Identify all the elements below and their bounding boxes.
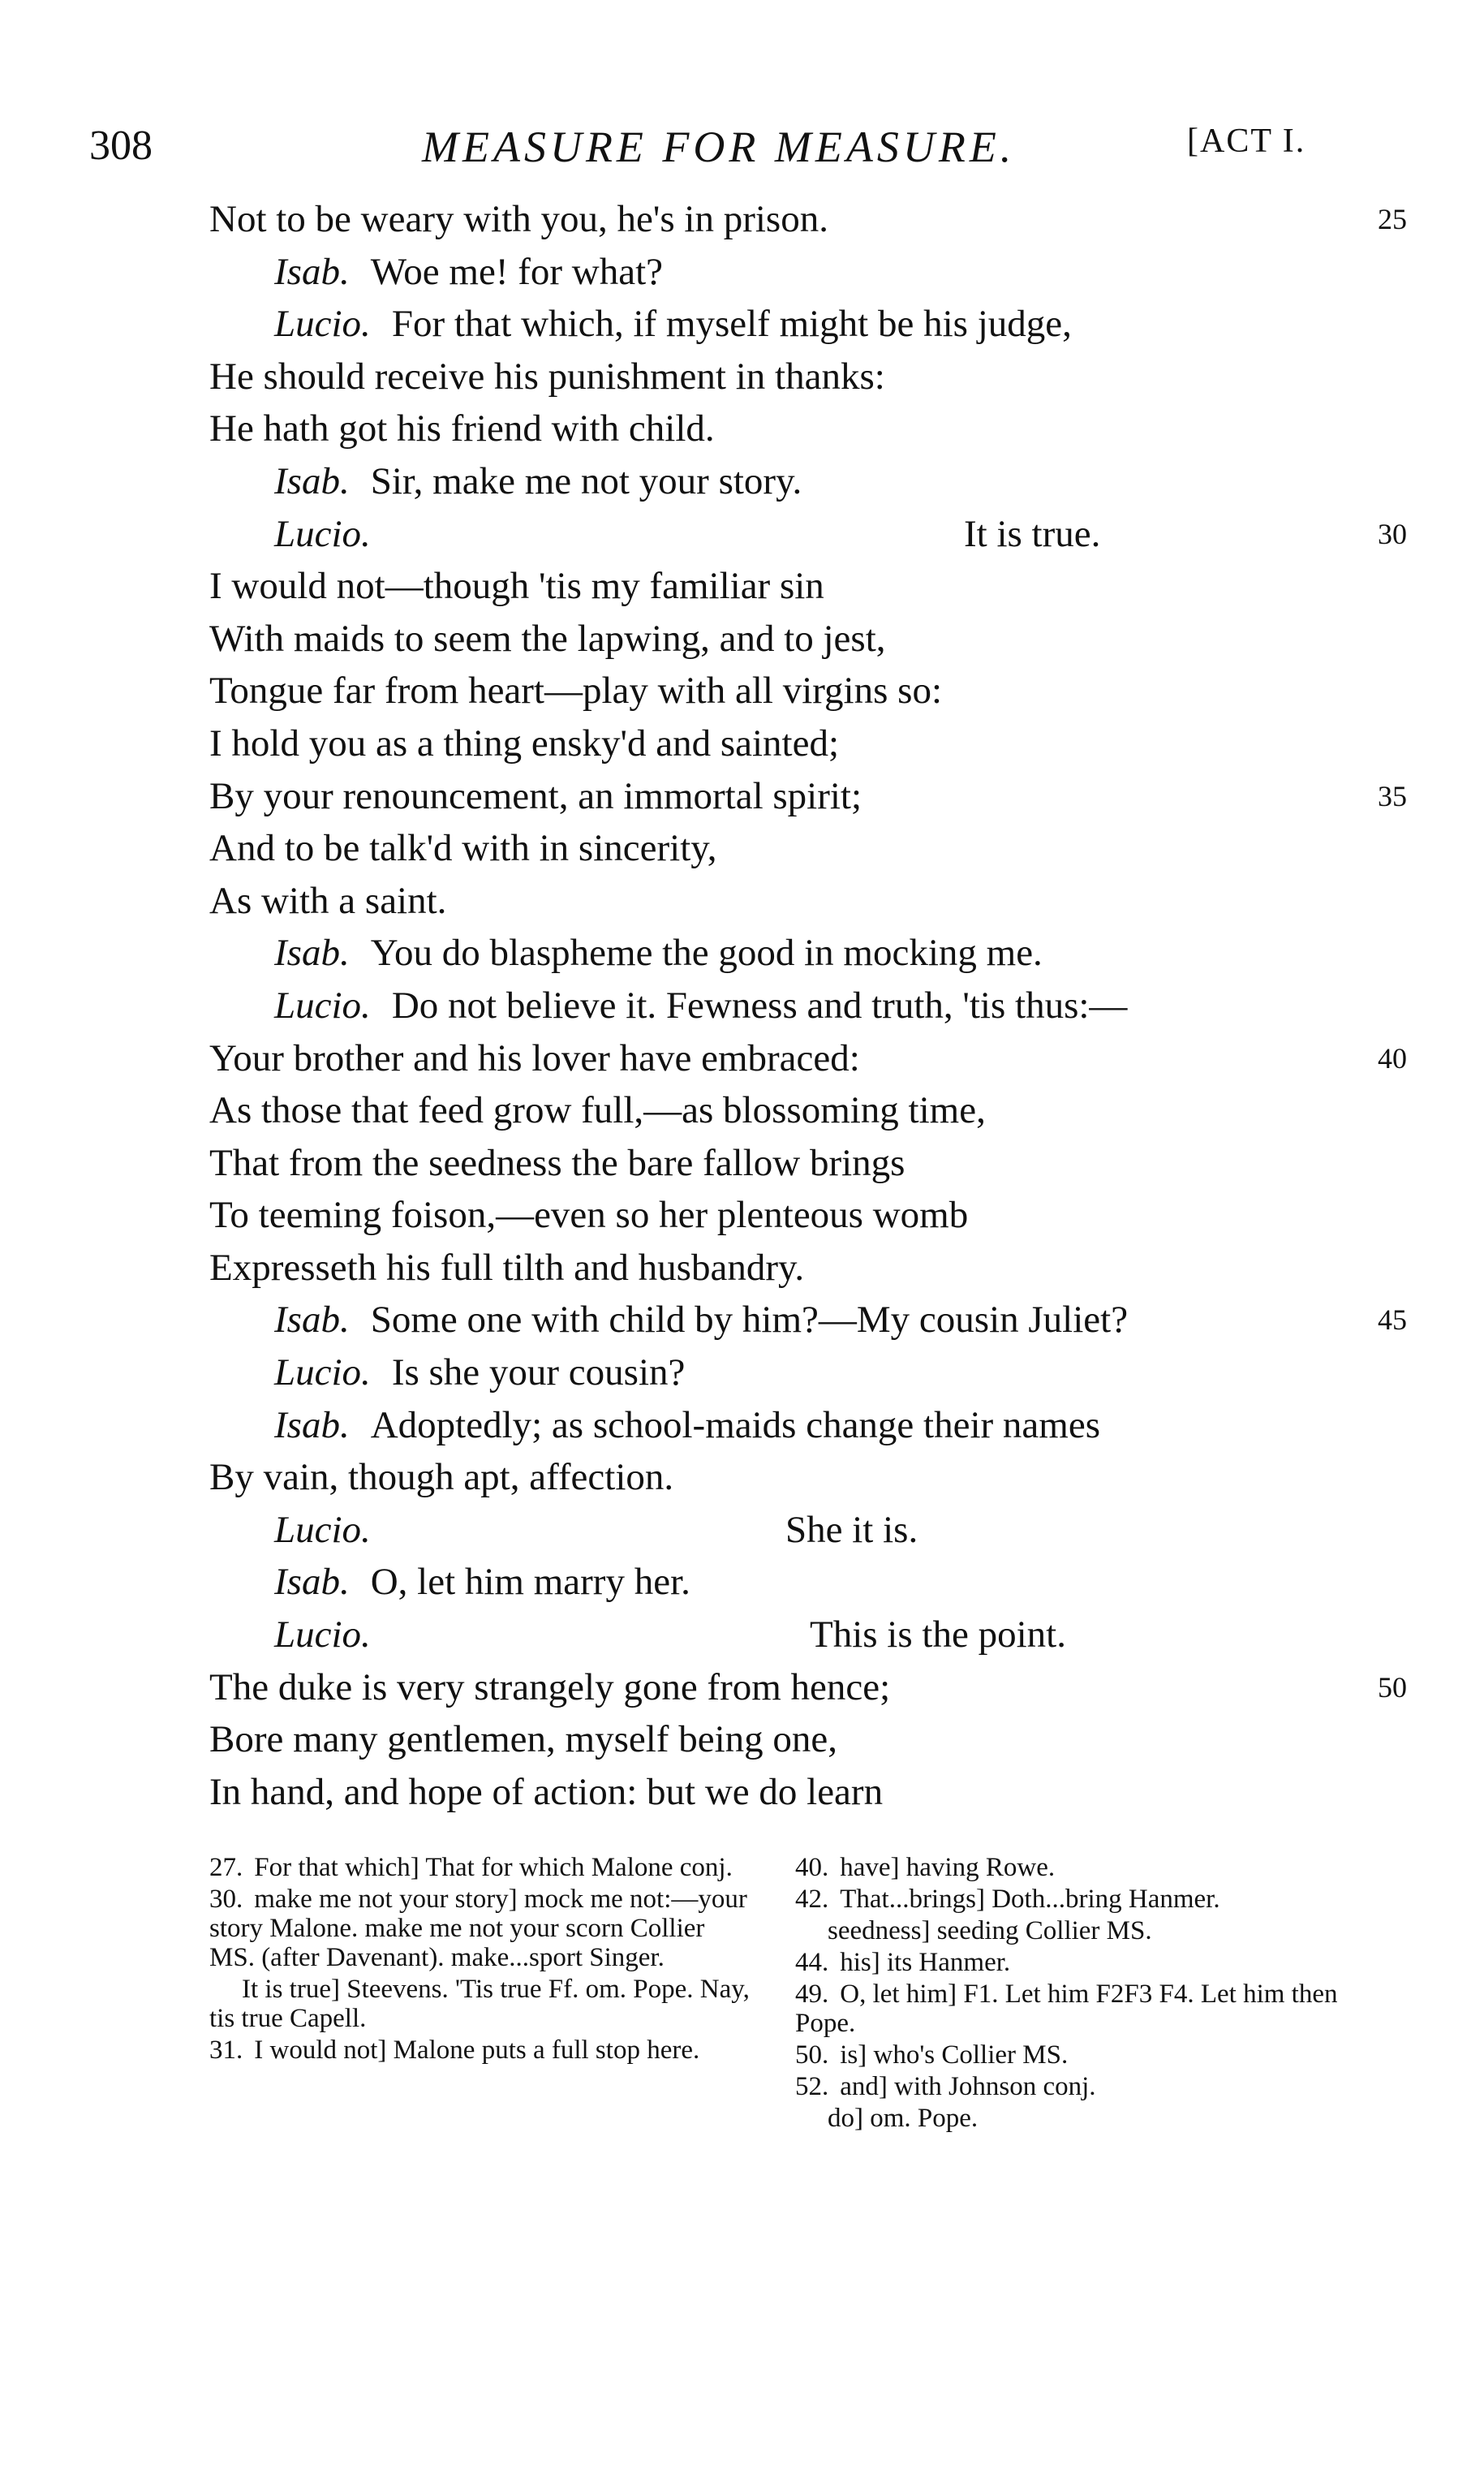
line-text: To teeming foison,—even so her plenteous womb: [209, 1194, 969, 1237]
speaker-name: Isab.: [274, 1299, 350, 1342]
line-text: As with a saint.: [209, 879, 447, 922]
line-text: That from the seedness the bare fallow brings: [209, 1141, 905, 1184]
line-text: Not to be weary with you, he's in prison.: [209, 198, 828, 240]
footnote-text: O, let him] F1. Let him F2F3 F4. Let him then Pope.: [795, 1980, 1338, 2038]
line-text: He hath got his friend with child.: [209, 407, 715, 450]
verse-line: [209, 822, 1426, 875]
footnote: [795, 2040, 1363, 2070]
footnote-number: 42.: [795, 1885, 829, 1914]
footnote-number: 50.: [795, 2040, 829, 2070]
line-text: Sir, make me not your story.: [370, 459, 802, 502]
footnote-text: is] who's Collier MS.: [840, 2040, 1069, 2070]
verse-line: [209, 1766, 1426, 1819]
verse-line: [209, 1084, 1426, 1137]
footnote-text: and] with Johnson conj.: [840, 2072, 1096, 2101]
verse-line: [209, 193, 1426, 246]
verse-line: [209, 1451, 1426, 1504]
verse-line: [209, 875, 1426, 928]
footnotes-left-column: [209, 1853, 753, 2067]
line-number: 25: [1378, 203, 1407, 235]
line-text: O, let him marry her.: [370, 1561, 690, 1604]
line-number: 50: [1378, 1670, 1407, 1704]
speaker-name: Lucio.: [274, 512, 371, 555]
speaker-name: Lucio.: [274, 1351, 371, 1394]
footnote: [795, 1948, 1363, 1977]
line-text: By your renouncement, an immortal spirit;: [209, 774, 862, 817]
verse-line: [209, 770, 1426, 823]
footnote: [795, 1916, 1363, 1945]
speaker-name: Lucio.: [274, 303, 371, 346]
verse-line: [209, 403, 1426, 455]
line-text: Your brother and his lover have embraced:: [209, 1036, 860, 1079]
speaker-name: Lucio.: [274, 1508, 371, 1551]
speaker-name: Isab.: [274, 1403, 350, 1446]
footnote: [209, 2036, 753, 2065]
line-number: 30: [1378, 517, 1407, 550]
footnotes-right-column: [795, 1853, 1363, 2135]
footnote: [209, 1853, 753, 1882]
speaker-name: Isab.: [274, 250, 350, 293]
verse-line: [209, 1189, 1426, 1242]
verse-line: [209, 508, 1426, 561]
speaker-name: Lucio.: [274, 1613, 371, 1656]
page-number: 308: [89, 123, 153, 169]
line-text: Bore many gentlemen, myself being one,: [209, 1718, 837, 1761]
footnote-text: It is true] Steevens. 'Tis true Ff. om. Pope. Nay, tis true Capell.: [209, 1975, 750, 2033]
line-text: And to be talk'd with in sincerity,: [209, 827, 717, 870]
line-text: I hold you as a thing ensky'd and sainted;: [209, 722, 840, 765]
verse-line: [209, 351, 1426, 403]
verse-line: [209, 560, 1426, 613]
line-text: Some one with child by him?—My cousin Juliet?: [370, 1299, 1129, 1342]
line-text: Woe me! for what?: [370, 250, 664, 293]
footnote-text: have] having Rowe.: [840, 1853, 1056, 1882]
verse-line: [209, 927, 1426, 980]
footnote-number: 40.: [795, 1853, 829, 1882]
verse-line: [209, 246, 1426, 299]
line-text: You do blaspheme the good in mocking me.: [370, 932, 1043, 975]
verse-line: [209, 665, 1426, 717]
verse-line: [209, 1346, 1426, 1399]
running-title: MEASURE FOR MEASURE.: [422, 123, 1016, 171]
line-text: Adoptedly; as school-maids change their names: [370, 1403, 1100, 1446]
footnote: [795, 1980, 1363, 2038]
footnote-number: 30.: [209, 1885, 243, 1914]
verse-line: [209, 1032, 1426, 1085]
verse-line: [209, 1294, 1426, 1346]
line-text: The duke is very strangely gone from hence;: [209, 1665, 891, 1708]
footnote-text: seedness] seeding Collier MS.: [828, 1916, 1152, 1945]
footnote-text: I would not] Malone puts a full stop here.: [254, 2036, 700, 2065]
footnote-text: do] om. Pope.: [828, 2104, 979, 2133]
half-line-text: She it is.: [785, 1508, 918, 1551]
footnote-number: 44.: [795, 1948, 829, 1977]
footnote-number: 52.: [795, 2072, 829, 2101]
line-text: Do not believe it. Fewness and truth, 'tis thus:—: [391, 984, 1128, 1027]
footnote-number: 31.: [209, 2036, 243, 2065]
footnote-text: For that which] That for which Malone conj.: [254, 1853, 733, 1882]
line-text: For that which, if myself might be his judge,: [391, 303, 1072, 346]
line-text: I would not—though 'tis my familiar sin: [209, 565, 824, 608]
footnote: [209, 1975, 753, 2033]
verse-line: [209, 980, 1426, 1032]
line-number: 35: [1378, 779, 1407, 812]
verse-line: [209, 298, 1426, 351]
page-header: [0, 122, 1484, 179]
verse-line: [209, 455, 1426, 508]
verse-line: [209, 613, 1426, 666]
footnote: [795, 1885, 1363, 1914]
speaker-name: Lucio.: [274, 984, 371, 1027]
line-text: By vain, though apt, affection.: [209, 1456, 674, 1499]
verse-line: [209, 1713, 1426, 1766]
half-line-text: It is true.: [964, 512, 1101, 555]
speaker-name: Isab.: [274, 1561, 350, 1604]
line-text: In hand, and hope of action: but we do learn: [209, 1770, 884, 1813]
footnote: [795, 2104, 1363, 2133]
verse-line: [209, 1399, 1426, 1452]
verse-line: [209, 1242, 1426, 1295]
verse-line: [209, 1137, 1426, 1190]
line-text: He should receive his punishment in thanks:: [209, 355, 885, 398]
play-text: [209, 193, 1426, 1818]
footnote: [795, 1853, 1363, 1882]
footnote-text: make me not your story] mock me not:—your story Malone. make me not your scorn Collier MS. (after Davenant). make...sport Singer.: [209, 1885, 747, 1972]
verse-line: [209, 1661, 1426, 1714]
line-text: As those that feed grow full,—as blossoming time,: [209, 1089, 986, 1132]
verse-line: [209, 1609, 1426, 1661]
line-number: 45: [1378, 1303, 1407, 1337]
verse-line: [209, 717, 1426, 770]
speaker-name: Isab.: [274, 459, 350, 502]
verse-line: [209, 1504, 1426, 1557]
line-text: Is she your cousin?: [391, 1351, 686, 1394]
act-marker: [ACT I.: [1187, 123, 1306, 160]
line-number: 40: [1378, 1041, 1407, 1075]
footnote: [795, 2072, 1363, 2101]
footnote-number: 49.: [795, 1980, 829, 2009]
speaker-name: Isab.: [274, 932, 350, 975]
footnote-number: 27.: [209, 1853, 243, 1882]
footnote-text: his] its Hanmer.: [840, 1948, 1011, 1977]
footnote-text: That...brings] Doth...bring Hanmer.: [840, 1885, 1220, 1914]
line-text: Expresseth his full tilth and husbandry.: [209, 1246, 805, 1289]
line-text: Tongue far from heart—play with all virgins so:: [209, 670, 943, 713]
half-line-text: This is the point.: [810, 1613, 1066, 1656]
verse-line: [209, 1556, 1426, 1609]
line-text: With maids to seem the lapwing, and to jest,: [209, 617, 886, 660]
footnote: [209, 1885, 753, 1972]
